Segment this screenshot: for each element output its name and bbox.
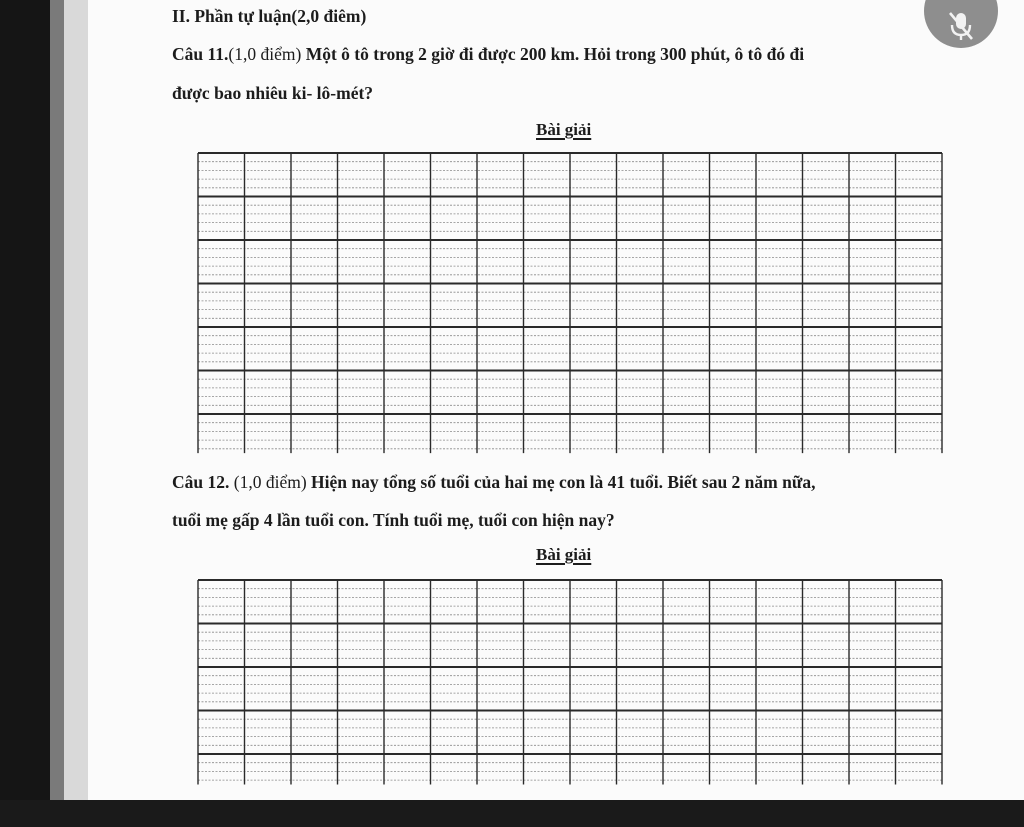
answer-grid-11[interactable]	[197, 152, 943, 454]
left-dark-edge	[0, 0, 50, 827]
question-12-solution-title: Bài giải	[536, 545, 592, 564]
question-12-line1	[172, 472, 815, 493]
question-11-line1	[172, 44, 804, 65]
section-heading: II. Phần tự luận(2,0 điêm)	[172, 6, 367, 26]
left-page-margin	[64, 0, 88, 827]
question-12-label: Câu 12.	[172, 472, 230, 492]
question-11-label: Câu 11.	[172, 44, 229, 64]
question-12-text: Hiện nay tổng số tuổi của hai mẹ con là 41 tuổi. Biết sau 2 năm nữa,	[306, 472, 816, 492]
mic-off-icon	[944, 9, 978, 43]
question-11-text: Một ô tô trong 2 giờ đi được 200 km. Hỏi trong 300 phút, ô tô đó đi	[301, 44, 805, 64]
question-11-points: (1,0 điểm)	[228, 44, 302, 64]
left-shadow-edge	[50, 0, 64, 827]
question-11-line2: được bao nhiêu ki- lô-mét?	[172, 83, 374, 103]
question-12-line2: tuổi mẹ gấp 4 lần tuổi con. Tính tuổi mẹ, tuổi con hiện nay?	[172, 510, 615, 530]
answer-grid-12[interactable]	[197, 579, 943, 787]
question-12-points: (1,0 điểm)	[229, 472, 307, 492]
bottom-dark-edge	[0, 800, 1024, 827]
question-11-solution-title: Bài giải	[536, 120, 592, 139]
